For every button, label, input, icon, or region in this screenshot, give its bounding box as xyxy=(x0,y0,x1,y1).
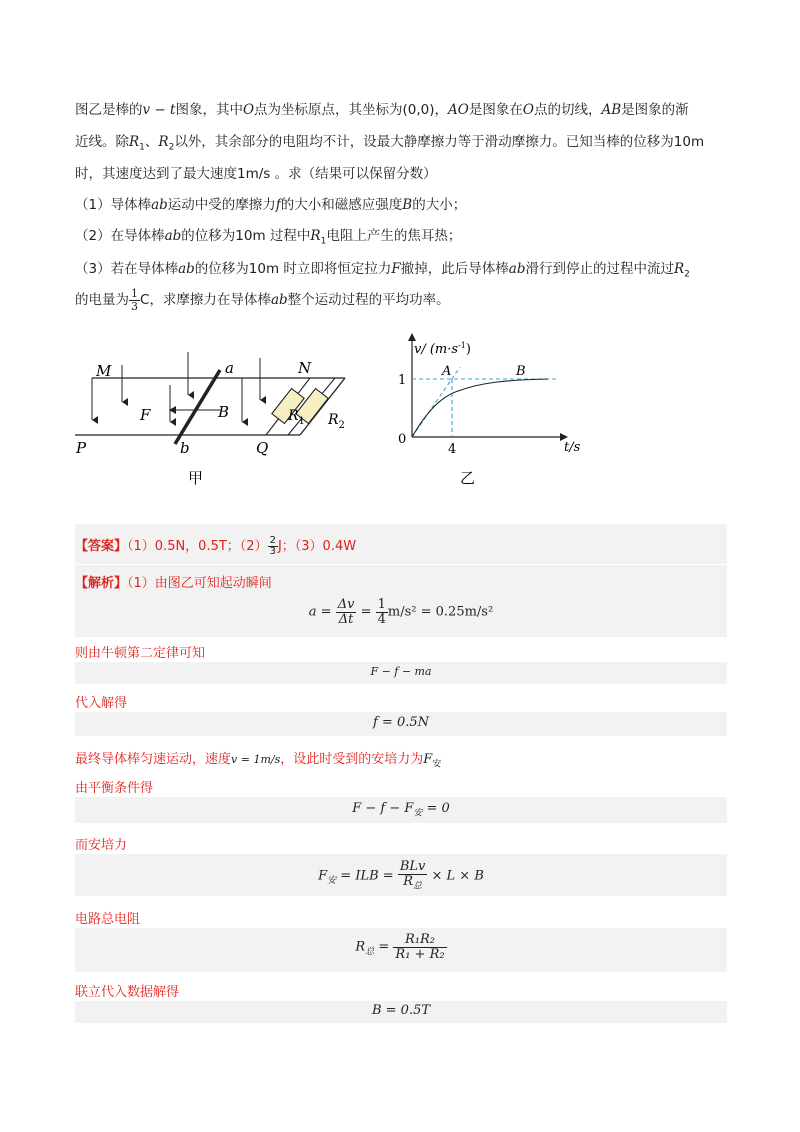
analysis-text-3: 代入解得 xyxy=(75,696,128,711)
tick-y-1: 1 xyxy=(398,373,407,388)
x-axis-label: t/s xyxy=(564,440,581,455)
equation-balance: $F - f - F_安 = 0$ xyxy=(352,801,450,819)
label-R2: $R_2$ xyxy=(328,412,345,431)
equation-friction: f = 0.5N xyxy=(372,715,430,730)
problem-line-3: 时，其速度达到了最大速度1m/s 。求（结果可以保留分数） xyxy=(75,166,437,182)
origin-label: 0 xyxy=(398,432,407,447)
label-b: b xyxy=(180,439,190,457)
analysis-text-2: 则由牛顿第二定律可知 xyxy=(75,646,206,661)
label-Q: Q xyxy=(256,439,269,457)
conductor-rod-ab xyxy=(175,370,220,444)
vt-curve xyxy=(412,379,548,437)
caption-jia: 甲 xyxy=(188,469,204,487)
question-3-cont: 的电量为 $\frac{1}{3}$ C，求摩擦力在导体棒ab整个运动过程的平均功率。 xyxy=(75,287,450,313)
question-3: （3）若在导体棒ab的位移为10m 时立即将恒定拉力F撤掉，此后导体棒ab滑行到停止的过程中流过$R_2$ xyxy=(75,261,690,280)
question-2: （2）在导体棒ab的位移为10m 过程中$R_1$电阻上产生的焦耳热； xyxy=(75,228,462,247)
equation-field-strength: B = 0.5T xyxy=(371,1003,431,1018)
analysis-text-6: 而安培力 xyxy=(75,838,128,853)
tick-x-4: 4 xyxy=(448,442,457,457)
figure-yi-vt-graph xyxy=(388,325,603,495)
caption-yi: 乙 xyxy=(460,469,476,487)
equation-newton: F − f − ma xyxy=(370,665,432,678)
analysis-text-7: 电路总电阻 xyxy=(75,912,141,927)
label-B: B xyxy=(516,364,526,379)
fraction-two-thirds: $\frac{2}{3}$ xyxy=(269,534,276,557)
analysis-text-5: 由平衡条件得 xyxy=(75,781,154,796)
problem-line-1: 图乙是棒的v − t图象，其中O点为坐标原点，其坐标为(0,0)，AO是图象在O点的切线，AB是图象的渐 xyxy=(75,102,689,118)
label-P: P xyxy=(76,439,87,457)
analysis-intro: 【解析】（1）由图乙可知起动瞬间 xyxy=(75,576,272,591)
label-B: B xyxy=(218,403,230,421)
fraction-one-third: $\frac{1}{3}$ xyxy=(131,287,138,313)
problem-line-2: 近线。除$R_1$、$R_2$以外，其余部分的电阻均不计，设最大静摩擦力等于滑动摩擦力。已知当棒的位移为10m xyxy=(75,134,705,153)
figure-jia-diagram xyxy=(70,340,380,490)
answer-line: 【答案】（1）0.5N，0.5T；（2） $\frac{2}{3}$ J；（3）0.4W xyxy=(75,534,357,557)
question-1: （1）导体棒ab运动中受的摩擦力f的大小和磁感应强度B的大小； xyxy=(75,197,467,213)
equation-total-resistance: $R_总$ = $\frac{\text{R₁R₂}}{\text{R₁ + R₂}}$ xyxy=(355,932,445,962)
tangent-AO xyxy=(412,367,460,437)
label-a: a xyxy=(225,359,234,377)
analysis-text-4: 最终导体棒匀速运动，速度v = 1m/s，设此时受到的安培力为$F_安$ xyxy=(75,752,442,770)
label-M: M xyxy=(96,362,112,380)
label-N: N xyxy=(298,359,312,377)
y-axis-label: v/ $(m\cdot s^{-1})$ xyxy=(414,341,471,357)
label-A: A xyxy=(442,364,452,379)
label-F: F xyxy=(140,406,151,424)
equation-acceleration: a = $\frac{\Delta v}{\Delta t}$ = $\frac{1}{4}$ m/s² = 0.25m/s² xyxy=(308,597,494,627)
equation-ampere-force: $F_安$ = ILB = $\frac{\text{BLv}}{R_总}$ × L × B xyxy=(318,859,484,892)
label-R1: $R_1$ xyxy=(288,408,305,427)
analysis-text-8: 联立代入数据解得 xyxy=(75,985,180,1000)
